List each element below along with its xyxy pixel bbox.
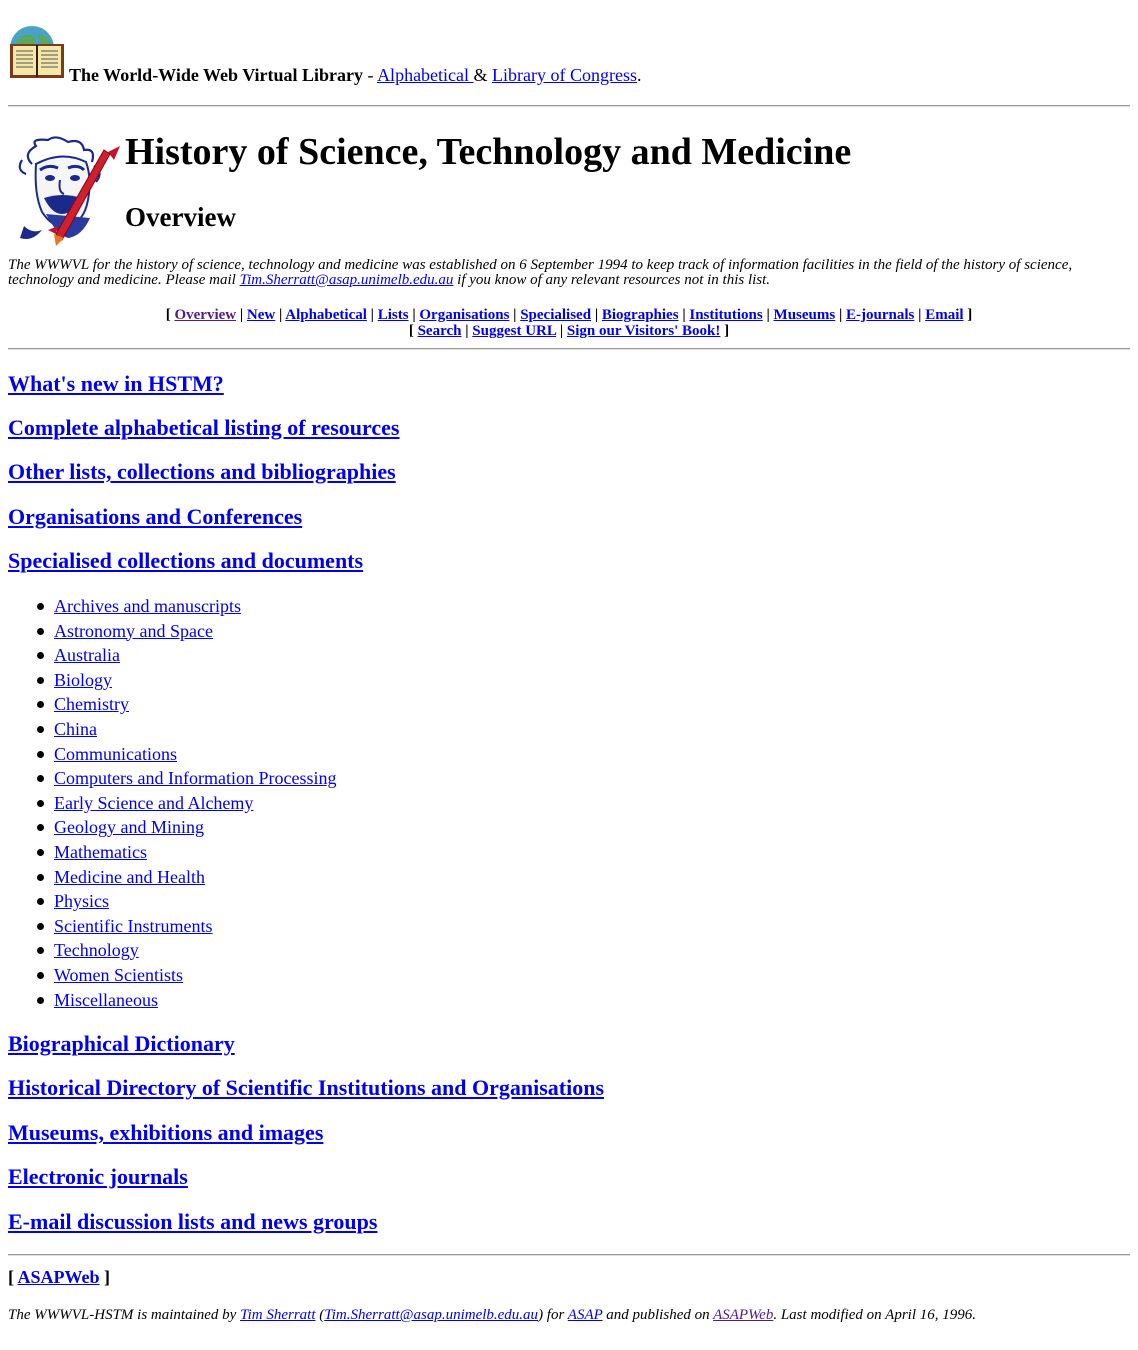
header-separator: - — [363, 65, 378, 85]
specialised-link[interactable]: Computers and Information Processing — [54, 768, 337, 789]
nav-sep: | — [556, 323, 567, 339]
bullet-icon — [37, 726, 44, 733]
nav-sep: | — [408, 307, 420, 323]
section-specialised[interactable]: Specialised collections and documents — [8, 548, 364, 573]
section-institutions[interactable]: Historical Directory of Scientific Institutions and Organisations — [8, 1075, 605, 1100]
list-item — [8, 692, 336, 717]
header-amp: & — [473, 65, 493, 85]
list-item — [8, 840, 336, 865]
list-item — [8, 988, 336, 1013]
list-item — [8, 742, 336, 767]
specialised-link[interactable]: Women Scientists — [54, 964, 184, 985]
bullet-icon — [37, 923, 44, 930]
section-museums[interactable]: Museums, exhibitions and images — [8, 1120, 324, 1145]
footer-modified-text: . Last modified on April 16, 1996. — [773, 1307, 976, 1323]
section-whats-new[interactable]: What's new in HSTM? — [8, 371, 224, 396]
nav-biographies[interactable]: Biographies — [601, 307, 679, 323]
nav-close-bracket: ] — [963, 307, 973, 323]
specialised-list — [8, 594, 336, 1012]
nav-email[interactable]: Email — [925, 307, 964, 323]
nav-suggest-url[interactable]: Suggest URL — [472, 323, 557, 339]
list-item — [8, 938, 336, 963]
page-title: History of Science, Technology and Medicine — [125, 131, 852, 173]
list-item — [8, 963, 336, 988]
vl-book-globe-icon — [8, 24, 66, 82]
nav-visitors-book[interactable]: Sign our Visitors' Book! — [566, 323, 721, 339]
nav-bar — [8, 307, 1130, 339]
nav-sep: | — [509, 307, 521, 323]
section-organisations[interactable]: Organisations and Conferences — [8, 504, 303, 529]
section-alphabetical[interactable]: Complete alphabetical listing of resources — [8, 415, 400, 440]
intro-paragraph — [8, 258, 1118, 288]
list-item — [8, 766, 336, 791]
nav-sep: | — [236, 307, 247, 323]
nav-sep: | — [366, 307, 378, 323]
divider — [8, 1254, 1130, 1256]
footer-text: The WWWVL-HSTM is maintained by — [8, 1307, 241, 1323]
footer-asapweb — [8, 1266, 110, 1288]
list-item — [8, 914, 336, 939]
nav-sep: | — [591, 307, 602, 323]
footer-close-bracket: ] — [99, 1267, 111, 1287]
section-other-lists[interactable]: Other lists, collections and bibliographies — [8, 459, 396, 484]
footer-text: ( — [315, 1307, 325, 1323]
nav-sep: | — [835, 307, 847, 323]
specialised-link[interactable]: Australia — [54, 645, 120, 666]
list-item — [8, 619, 336, 644]
nav-search[interactable]: Search — [417, 323, 462, 339]
section-email-lists[interactable]: E-mail discussion lists and news groups — [8, 1209, 378, 1234]
list-item — [8, 594, 336, 619]
footer-text: ) for — [538, 1307, 568, 1323]
specialised-link[interactable]: Miscellaneous — [54, 989, 158, 1010]
bullet-icon — [37, 947, 44, 954]
intro-text: The WWWVL for the history of science, technology and medicine was established on 6 September 1994 to keep track of information facilities in the field of the history of science, technology and medicine. Please mail — [8, 257, 1073, 288]
specialised-link[interactable]: China — [54, 718, 97, 739]
specialised-link[interactable]: Scientific Instruments — [54, 915, 213, 936]
specialised-link[interactable]: Biology — [54, 669, 113, 690]
footer-asapweb-published-link[interactable]: ASAPWeb — [713, 1307, 774, 1323]
footer-email-link[interactable]: Tim.Sherratt@asap.unimelb.edu.au — [324, 1307, 539, 1323]
nav-sep: | — [678, 307, 690, 323]
list-item — [8, 668, 336, 693]
bullet-icon — [37, 628, 44, 635]
bullet-icon — [37, 997, 44, 1004]
nav-open-bracket: [ — [165, 307, 175, 323]
alphabetical-link[interactable]: Alphabetical — [377, 65, 474, 85]
nav-row-2 — [8, 323, 1130, 339]
footer-text: and published on — [602, 1307, 714, 1323]
einstein-rocket-icon — [12, 134, 124, 248]
vl-header — [8, 24, 1130, 84]
divider — [8, 348, 1130, 350]
intro-text-after: if you know of any relevant resources not in this list. — [453, 272, 771, 288]
bullet-icon — [37, 603, 44, 610]
nav-museums[interactable]: Museums — [773, 307, 836, 323]
footer-asapweb-link[interactable]: ASAPWeb — [17, 1267, 100, 1287]
specialised-link[interactable]: Medicine and Health — [54, 866, 205, 887]
specialised-link[interactable]: Technology — [54, 940, 139, 961]
nav-organisations[interactable]: Organisations — [419, 307, 510, 323]
nav-ejournals[interactable]: E-journals — [846, 307, 915, 323]
bullet-icon — [37, 972, 44, 979]
specialised-link[interactable]: Mathematics — [54, 841, 147, 862]
specialised-link[interactable]: Physics — [54, 891, 110, 912]
bullet-icon — [37, 824, 44, 831]
section-biographical[interactable]: Biographical Dictionary — [8, 1031, 235, 1056]
nav-sep: | — [461, 323, 473, 339]
bullet-icon — [37, 677, 44, 684]
vl-header-text — [69, 64, 642, 86]
nav-close-bracket: ] — [720, 323, 730, 339]
bullet-icon — [37, 751, 44, 758]
nav-alphabetical[interactable]: Alphabetical — [285, 307, 367, 323]
specialised-link[interactable]: Astronomy and Space — [54, 620, 213, 641]
list-item — [8, 643, 336, 668]
nav-row-1 — [8, 307, 1130, 323]
bullet-icon — [37, 849, 44, 856]
nav-open-bracket: [ — [408, 323, 418, 339]
list-item — [8, 865, 336, 890]
page-subtitle: Overview — [125, 202, 236, 232]
specialised-link[interactable]: Geology and Mining — [54, 817, 204, 838]
list-item — [8, 815, 336, 840]
footer-maintainer-link[interactable]: Tim Sherratt — [240, 1307, 316, 1323]
library-of-congress-link[interactable]: Library of Congress — [492, 65, 638, 85]
nav-sep: | — [762, 307, 774, 323]
bullet-icon — [37, 775, 44, 782]
nav-new[interactable]: New — [246, 307, 276, 323]
specialised-link[interactable]: Communications — [54, 743, 177, 764]
specialised-link[interactable]: Chemistry — [54, 694, 129, 715]
nav-sep: | — [914, 307, 926, 323]
nav-specialised[interactable]: Specialised — [520, 307, 592, 323]
nav-sep: | — [275, 307, 286, 323]
list-item — [8, 791, 336, 816]
bullet-icon — [37, 898, 44, 905]
nav-lists[interactable]: Lists — [377, 307, 409, 323]
nav-institutions[interactable]: Institutions — [689, 307, 763, 323]
specialised-link[interactable]: Archives and manuscripts — [54, 596, 241, 616]
section-ejournals[interactable]: Electronic journals — [8, 1164, 188, 1189]
site-title: The World-Wide Web Virtual Library — [69, 65, 364, 85]
bullet-icon — [37, 874, 44, 881]
footer-note — [8, 1306, 976, 1324]
header-period: . — [637, 65, 642, 85]
list-item — [8, 717, 336, 742]
intro-email-link[interactable]: Tim.Sherratt@asap.unimelb.edu.au — [239, 272, 454, 288]
footer-asap-link[interactable]: ASAP — [567, 1307, 603, 1323]
bullet-icon — [37, 701, 44, 708]
bullet-icon — [37, 800, 44, 807]
nav-overview[interactable]: Overview — [174, 307, 237, 323]
bullet-icon — [37, 652, 44, 659]
list-item — [8, 889, 336, 914]
footer-open-bracket: [ — [8, 1267, 18, 1287]
specialised-link[interactable]: Early Science and Alchemy — [54, 792, 254, 813]
divider — [8, 105, 1130, 107]
